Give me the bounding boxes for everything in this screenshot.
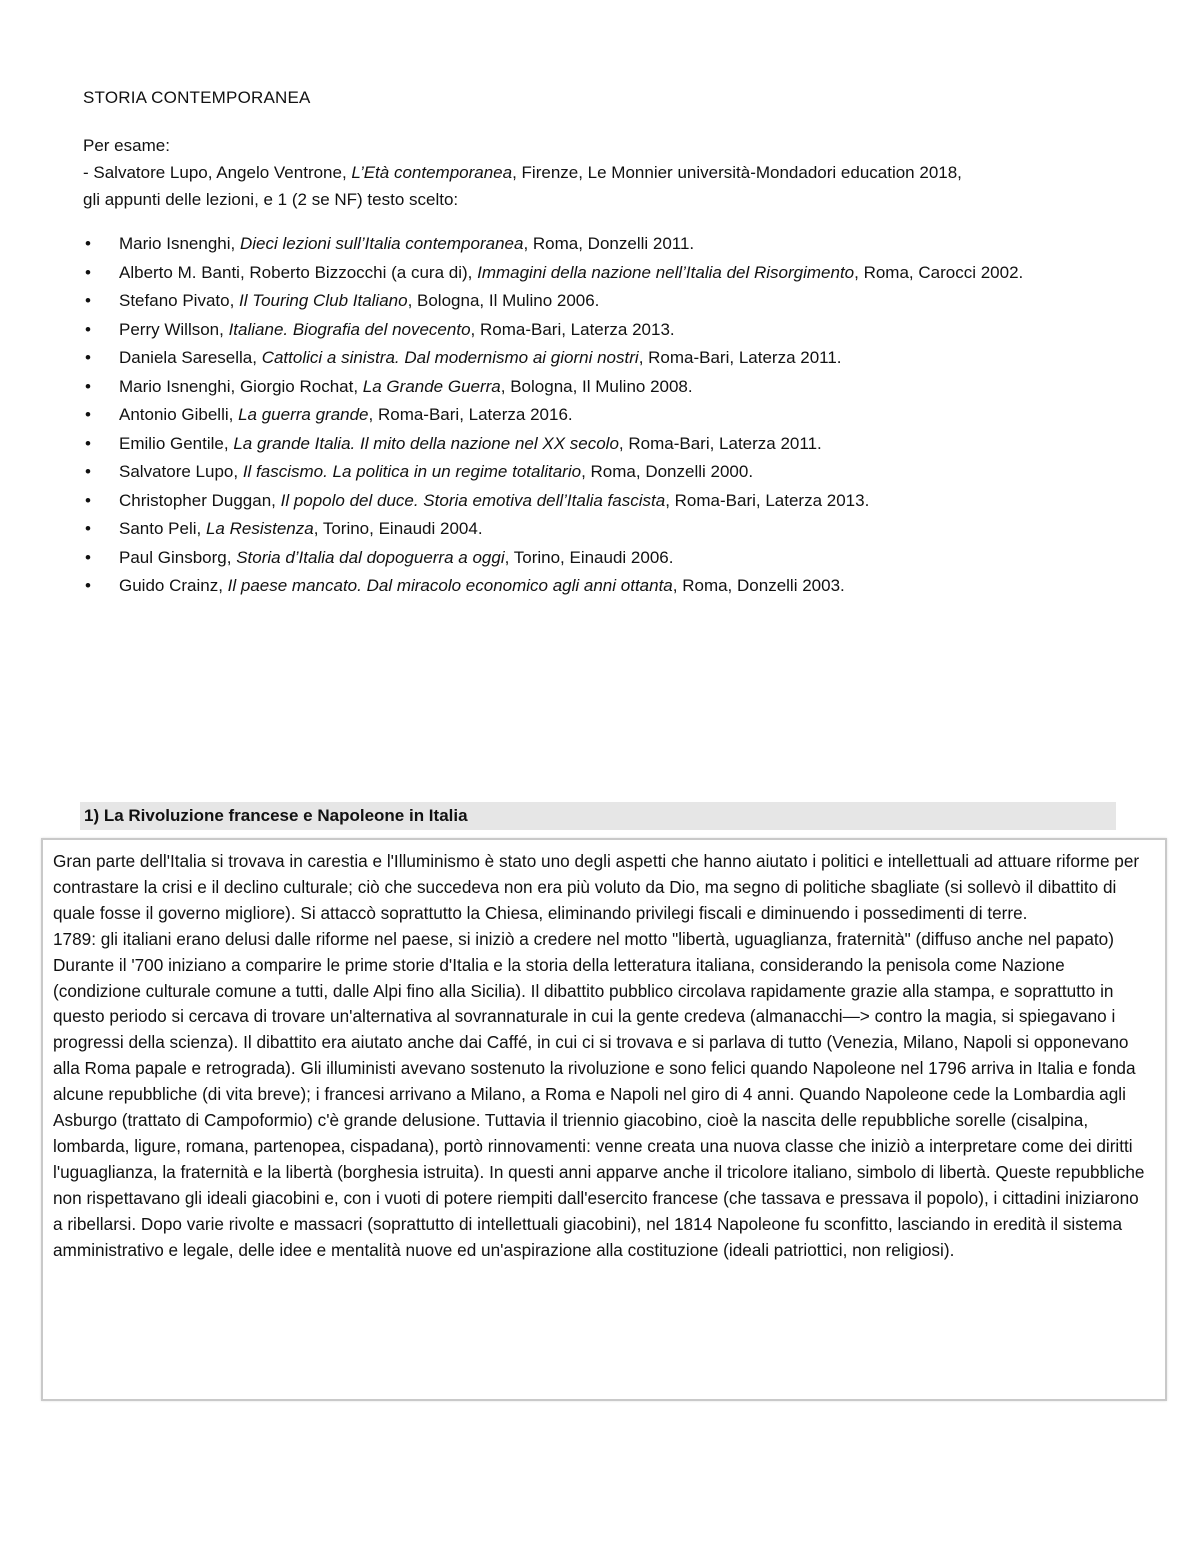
book-title: La Resistenza: [205, 519, 314, 538]
exam-instructions: gli appunti delle lezioni, e 1 (2 se NF) testo scelto:: [83, 190, 459, 209]
book-title: Storia d’Italia dal dopoguerra a oggi: [236, 547, 505, 567]
book-title: Il popolo del duce. Storia emotiva dell’Italia fascista: [280, 490, 666, 510]
book-author: Antonio Gibelli,: [119, 405, 239, 424]
book-item: [83, 373, 1123, 402]
page-title: STORIA CONTEMPORANEA: [83, 88, 311, 107]
book-title: Il fascismo. La politica in un regime totalitario: [242, 462, 582, 481]
book-publisher: , Roma, Donzelli 2000.: [581, 462, 754, 481]
section-heading: 1) La Rivoluzione francese e Napoleone in Italia: [80, 802, 1116, 830]
book-item: [83, 344, 1123, 373]
book-author: Mario Isnenghi, Giorgio Rochat,: [119, 376, 363, 396]
paragraph: Durante il '700 iniziano a comparire le prime storie d'Italia e la storia della letteratura italiana, considerando la penisola come Nazione (condizione culturale comune a tutti, dalle Alpi fino alla Sicilia). Il dibattito pubblico circolava rapidamente grazie alla stampa, e soprattutto in questo periodo si cercava di trovare un'alternativa al sovrannaturale in cui la gente credeva (almanacchi—> contro la magia, si spiegavano i progressi della scienza). Il dibattito era aiutato anche dai Caffé, in cui ci si trovava e si parlava di tutto (Venezia, Milano, Napoli si opponevano alla Roma papale e retrograda). Gli illuministi avevano sostenuto la rivoluzione e sono felici quando Napoleone nel 1796 arriva in Italia e fonda alcune repubbliche (di vita breve); i francesi arrivano a Milano, a Roma e Napoli nel giro di 4 anni. Quando Napoleone cede la Lombardia agli Asburgo (trattato di Campoformio) c'è grande delusione. Tuttavia il triennio giacobino, cioè la nascita delle repubbliche sorelle (cisalpina, lombarda, ligure, romana, partenopea, cispadana), portò rinnovamenti: venne creata una nuova classe che iniziò a interpretare come dei diritti l'uguaglianza, la fraternità e la libertà (borghesia istruita). In questi anni apparve anche il tricolore italiano, simbolo di libertà. Queste repubbliche non rispettavano gli ideali giacobini e, con i vuoti di potere riempiti dall'esercito francese (che tassava e pressava il popolo), i cittadini iniziarono a ribellarsi. Dopo varie rivolte e massacri (soprattutto di intellettuali giacobini), nel 1814 Napoleone fu sconfitto, lasciando in eredità il sistema amministrativo e legale, delle idee e mentalità nuove ed un'aspirazione alla costituzione (ideali patriottici, non religiosi).: [53, 954, 1145, 1260]
book-author: Emilio Gentile,: [119, 433, 234, 453]
book-title: La guerra grande: [238, 405, 369, 424]
paragraph: 1789: gli italiani erano delusi dalle riforme nel paese, si iniziò a credere nel motto "libertà, uguaglianza, fraternità" (diffuso anche nel papato): [53, 928, 1114, 949]
book-title: La grande Italia. Il mito della nazione nel XX secolo: [233, 433, 619, 453]
exam-label: Per esame:: [83, 136, 170, 155]
book-publisher: , Roma-Bari, Laterza 2011.: [618, 433, 822, 453]
book-author: Christopher Duggan,: [119, 490, 281, 510]
book-publisher: , Roma-Bari, Laterza 2013.: [665, 490, 870, 510]
exam-requirements: [83, 132, 1123, 213]
book-item: [83, 259, 1123, 288]
main-textbook-title: L’Età contemporanea: [351, 163, 513, 182]
book-title: Il Touring Club Italiano: [239, 291, 408, 310]
book-publisher: , Roma-Bari, Laterza 2011.: [638, 348, 842, 367]
book-item: [83, 287, 1123, 316]
book-publisher: , Roma-Bari, Laterza 2013.: [470, 319, 675, 339]
book-item: [83, 515, 1123, 544]
main-textbook-authors: - Salvatore Lupo, Angelo Ventrone,: [83, 163, 352, 182]
book-item: [83, 487, 1123, 516]
book-author: Stefano Pivato,: [119, 291, 240, 310]
book-title: Cattolici a sinistra. Dal modernismo ai giorni nostri: [261, 348, 639, 367]
paragraph: Gran parte dell'Italia si trovava in carestia e l'Illuminismo è stato uno degli aspetti che hanno aiutato i politici e intellettuali ad attuare riforme per contrastare la crisi e il declino culturale; ciò che succedeva non era più voluto da Dio, ma segno di politiche sbagliate (si sollevò il dibattito di quale fosse il governo migliore). Si attaccò soprattutto la Chiesa, eliminando privilegi fiscali e diminuendo i possedimenti di terre.: [53, 851, 1140, 923]
book-item: [83, 572, 1123, 601]
book-author: Salvatore Lupo,: [119, 462, 243, 481]
book-author: Santo Peli,: [119, 519, 206, 538]
book-list: [83, 230, 1123, 601]
book-publisher: , Bologna, Il Mulino 2008.: [500, 376, 693, 396]
book-item: [83, 316, 1123, 345]
book-item: [83, 544, 1123, 573]
book-author: Paul Ginsborg,: [119, 547, 237, 567]
book-publisher: , Roma, Carocci 2002.: [854, 262, 1024, 282]
section-content: [41, 838, 1167, 1401]
book-title: Immagini della nazione nell’Italia del Risorgimento: [477, 262, 855, 282]
book-item: [83, 401, 1123, 430]
book-author: Guido Crainz,: [119, 576, 228, 595]
main-textbook-publisher: , Firenze, Le Monnier università-Mondadori education 2018,: [512, 163, 962, 182]
book-author: Daniela Saresella,: [119, 348, 262, 367]
book-item: [83, 230, 1123, 259]
book-title: Dieci lezioni sull’Italia contemporanea: [239, 234, 524, 253]
book-author: Perry Willson,: [119, 319, 229, 339]
book-publisher: , Roma, Donzelli 2003.: [672, 576, 845, 595]
book-publisher: , Roma, Donzelli 2011.: [523, 234, 695, 253]
book-author: Alberto M. Banti, Roberto Bizzocchi (a cura di),: [119, 262, 478, 282]
book-item: [83, 430, 1123, 459]
main-textbook: [83, 159, 1123, 186]
book-publisher: , Torino, Einaudi 2006.: [504, 547, 674, 567]
book-item: [83, 458, 1123, 487]
book-title: Il paese mancato. Dal miracolo economico agli anni ottanta: [227, 576, 673, 595]
book-publisher: , Bologna, Il Mulino 2006.: [407, 291, 600, 310]
book-title: Italiane. Biografia del novecento: [228, 319, 471, 339]
book-title: La Grande Guerra: [362, 376, 501, 396]
book-publisher: , Torino, Einaudi 2004.: [313, 519, 483, 538]
book-publisher: , Roma-Bari, Laterza 2016.: [368, 405, 573, 424]
book-author: Mario Isnenghi,: [119, 234, 240, 253]
